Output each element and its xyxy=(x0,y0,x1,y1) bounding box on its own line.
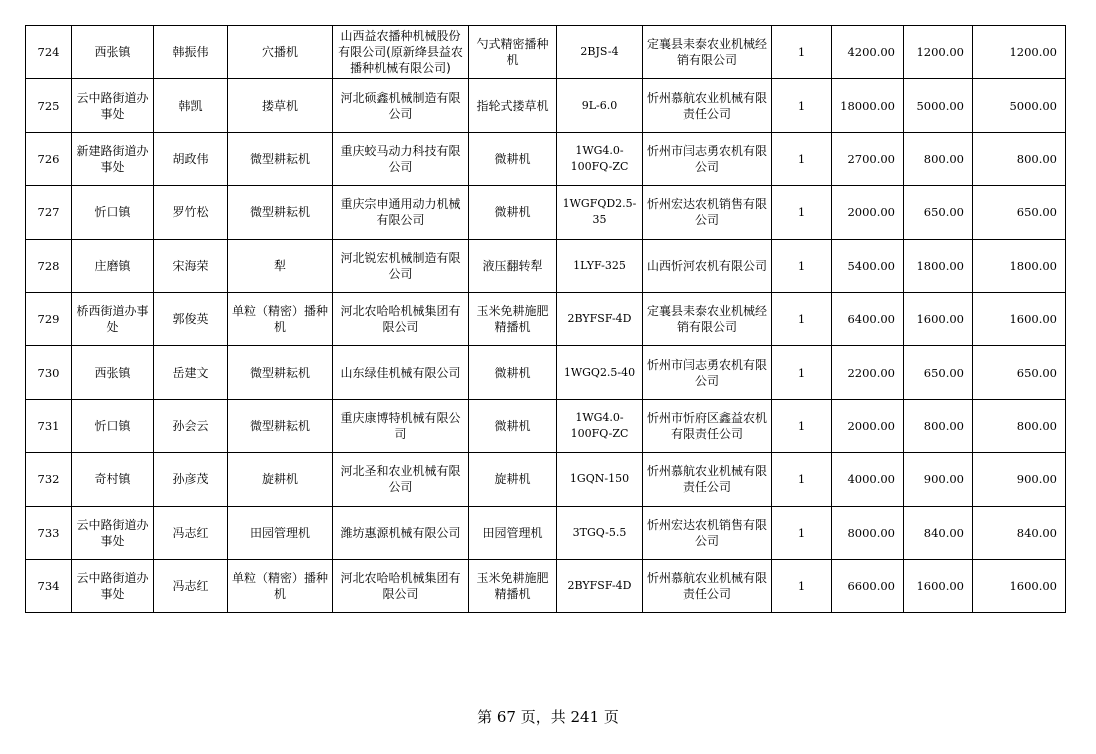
town-cell: 西张镇 xyxy=(72,26,154,79)
row-number-cell: 729 xyxy=(26,292,72,345)
row-number-cell: 727 xyxy=(26,186,72,239)
quantity-cell: 1 xyxy=(772,346,832,399)
machine-category-cell: 微型耕耘机 xyxy=(228,186,333,239)
dealer-cell: 山西忻河农机有限公司 xyxy=(643,239,772,292)
model-cell: 1GQN-150 xyxy=(557,453,643,506)
central-subsidy-cell: 800.00 xyxy=(904,399,973,452)
manufacturer-cell: 重庆康博特机械有限公司 xyxy=(333,399,469,452)
model-cell: 2BYFSF-4D xyxy=(557,292,643,345)
town-cell: 云中路街道办事处 xyxy=(72,506,154,559)
town-cell: 云中路街道办事处 xyxy=(72,79,154,132)
row-number-cell: 725 xyxy=(26,79,72,132)
sale-price-cell: 8000.00 xyxy=(832,506,904,559)
machine-category-cell: 微型耕耘机 xyxy=(228,346,333,399)
machine-category-cell: 单粒（精密）播种机 xyxy=(228,559,333,612)
central-subsidy-cell: 900.00 xyxy=(904,453,973,506)
dealer-cell: 忻州市闫志勇农机有限公司 xyxy=(643,132,772,185)
machine-category-cell: 犁 xyxy=(228,239,333,292)
table-row xyxy=(26,346,1066,399)
manufacturer-cell: 潍坊惠源机械有限公司 xyxy=(333,506,469,559)
town-cell: 云中路街道办事处 xyxy=(72,559,154,612)
central-subsidy-cell: 650.00 xyxy=(904,186,973,239)
page-footer: 第 67 页，共 241 页 xyxy=(477,708,619,726)
model-cell: 1WG4.0-100FQ-ZC xyxy=(557,132,643,185)
town-cell: 奇村镇 xyxy=(72,453,154,506)
table-row xyxy=(26,292,1066,345)
product-name-cell: 玉米免耕施肥精播机 xyxy=(469,559,557,612)
model-cell: 3TGQ-5.5 xyxy=(557,506,643,559)
total-subsidy-cell: 650.00 xyxy=(973,346,1066,399)
quantity-cell: 1 xyxy=(772,292,832,345)
row-number-cell: 734 xyxy=(26,559,72,612)
manufacturer-cell: 河北锐宏机械制造有限公司 xyxy=(333,239,469,292)
table-row xyxy=(26,506,1066,559)
farmer-name-cell: 冯志红 xyxy=(154,559,228,612)
town-cell: 桥西街道办事处 xyxy=(72,292,154,345)
dealer-cell: 忻州市闫志勇农机有限公司 xyxy=(643,346,772,399)
dealer-cell: 定襄县耒泰农业机械经销有限公司 xyxy=(643,26,772,79)
sale-price-cell: 4000.00 xyxy=(832,453,904,506)
table-row xyxy=(26,399,1066,452)
farmer-name-cell: 郭俊英 xyxy=(154,292,228,345)
model-cell: 1WGFQD2.5-35 xyxy=(557,186,643,239)
town-cell: 庄磨镇 xyxy=(72,239,154,292)
manufacturer-cell: 重庆宗申通用动力机械有限公司 xyxy=(333,186,469,239)
table-row xyxy=(26,79,1066,132)
row-number-cell: 728 xyxy=(26,239,72,292)
row-number-cell: 731 xyxy=(26,399,72,452)
machine-category-cell: 单粒（精密）播种机 xyxy=(228,292,333,345)
product-name-cell: 指轮式搂草机 xyxy=(469,79,557,132)
total-subsidy-cell: 800.00 xyxy=(973,399,1066,452)
sale-price-cell: 6600.00 xyxy=(832,559,904,612)
quantity-cell: 1 xyxy=(772,79,832,132)
farmer-name-cell: 岳建文 xyxy=(154,346,228,399)
model-cell: 1WGQ2.5-40 xyxy=(557,346,643,399)
quantity-cell: 1 xyxy=(772,399,832,452)
sale-price-cell: 18000.00 xyxy=(832,79,904,132)
dealer-cell: 忻州宏达农机销售有限公司 xyxy=(643,186,772,239)
manufacturer-cell: 河北硕鑫机械制造有限公司 xyxy=(333,79,469,132)
sale-price-cell: 2200.00 xyxy=(832,346,904,399)
farmer-name-cell: 韩凯 xyxy=(154,79,228,132)
farmer-name-cell: 韩振伟 xyxy=(154,26,228,79)
dealer-cell: 忻州慕航农业机械有限责任公司 xyxy=(643,559,772,612)
product-name-cell: 田园管理机 xyxy=(469,506,557,559)
total-subsidy-cell: 5000.00 xyxy=(973,79,1066,132)
quantity-cell: 1 xyxy=(772,186,832,239)
product-name-cell: 勺式精密播种机 xyxy=(469,26,557,79)
row-number-cell: 724 xyxy=(26,26,72,79)
farmer-name-cell: 冯志红 xyxy=(154,506,228,559)
dealer-cell: 忻州慕航农业机械有限责任公司 xyxy=(643,79,772,132)
table-row xyxy=(26,26,1066,79)
table-row xyxy=(26,453,1066,506)
model-cell: 9L-6.0 xyxy=(557,79,643,132)
total-subsidy-cell: 1600.00 xyxy=(973,292,1066,345)
table-row xyxy=(26,186,1066,239)
manufacturer-cell: 河北农哈哈机械集团有限公司 xyxy=(333,292,469,345)
manufacturer-cell: 河北圣和农业机械有限公司 xyxy=(333,453,469,506)
quantity-cell: 1 xyxy=(772,26,832,79)
machine-category-cell: 微型耕耘机 xyxy=(228,132,333,185)
product-name-cell: 液压翻转犁 xyxy=(469,239,557,292)
sale-price-cell: 6400.00 xyxy=(832,292,904,345)
machine-category-cell: 穴播机 xyxy=(228,26,333,79)
sale-price-cell: 5400.00 xyxy=(832,239,904,292)
town-cell: 忻口镇 xyxy=(72,186,154,239)
quantity-cell: 1 xyxy=(772,559,832,612)
quantity-cell: 1 xyxy=(772,239,832,292)
row-number-cell: 733 xyxy=(26,506,72,559)
sale-price-cell: 2700.00 xyxy=(832,132,904,185)
product-name-cell: 玉米免耕施肥精播机 xyxy=(469,292,557,345)
dealer-cell: 忻州宏达农机销售有限公司 xyxy=(643,506,772,559)
quantity-cell: 1 xyxy=(772,506,832,559)
total-subsidy-cell: 840.00 xyxy=(973,506,1066,559)
manufacturer-cell: 河北农哈哈机械集团有限公司 xyxy=(333,559,469,612)
table-row xyxy=(26,559,1066,612)
model-cell: 2BYFSF-4D xyxy=(557,559,643,612)
sale-price-cell: 2000.00 xyxy=(832,186,904,239)
row-number-cell: 730 xyxy=(26,346,72,399)
machine-category-cell: 搂草机 xyxy=(228,79,333,132)
farmer-name-cell: 罗竹松 xyxy=(154,186,228,239)
central-subsidy-cell: 1800.00 xyxy=(904,239,973,292)
product-name-cell: 微耕机 xyxy=(469,346,557,399)
dealer-cell: 定襄县耒泰农业机械经销有限公司 xyxy=(643,292,772,345)
quantity-cell: 1 xyxy=(772,453,832,506)
dealer-cell: 忻州慕航农业机械有限责任公司 xyxy=(643,453,772,506)
dealer-cell: 忻州市忻府区鑫益农机有限责任公司 xyxy=(643,399,772,452)
sale-price-cell: 2000.00 xyxy=(832,399,904,452)
quantity-cell: 1 xyxy=(772,132,832,185)
total-subsidy-cell: 900.00 xyxy=(973,453,1066,506)
sale-price-cell: 4200.00 xyxy=(832,26,904,79)
manufacturer-cell: 山东绿佳机械有限公司 xyxy=(333,346,469,399)
model-cell: 2BJS-4 xyxy=(557,26,643,79)
central-subsidy-cell: 1600.00 xyxy=(904,559,973,612)
town-cell: 忻口镇 xyxy=(72,399,154,452)
farmer-name-cell: 胡政伟 xyxy=(154,132,228,185)
farmer-name-cell: 宋海荣 xyxy=(154,239,228,292)
total-subsidy-cell: 1600.00 xyxy=(973,559,1066,612)
machine-category-cell: 旋耕机 xyxy=(228,453,333,506)
farmer-name-cell: 孙彦茂 xyxy=(154,453,228,506)
product-name-cell: 旋耕机 xyxy=(469,453,557,506)
total-subsidy-cell: 650.00 xyxy=(973,186,1066,239)
central-subsidy-cell: 1200.00 xyxy=(904,26,973,79)
total-subsidy-cell: 800.00 xyxy=(973,132,1066,185)
central-subsidy-cell: 800.00 xyxy=(904,132,973,185)
table-row xyxy=(26,239,1066,292)
product-name-cell: 微耕机 xyxy=(469,132,557,185)
central-subsidy-cell: 650.00 xyxy=(904,346,973,399)
table-body xyxy=(26,26,1066,613)
manufacturer-cell: 山西益农播种机械股份有限公司(原新绛县益农播种机械有限公司) xyxy=(333,26,469,79)
table-row xyxy=(26,132,1066,185)
machine-category-cell: 微型耕耘机 xyxy=(228,399,333,452)
total-subsidy-cell: 1800.00 xyxy=(973,239,1066,292)
farmer-name-cell: 孙会云 xyxy=(154,399,228,452)
town-cell: 新建路街道办事处 xyxy=(72,132,154,185)
product-name-cell: 微耕机 xyxy=(469,186,557,239)
central-subsidy-cell: 840.00 xyxy=(904,506,973,559)
central-subsidy-cell: 5000.00 xyxy=(904,79,973,132)
machine-category-cell: 田园管理机 xyxy=(228,506,333,559)
row-number-cell: 726 xyxy=(26,132,72,185)
subsidy-table xyxy=(25,25,1066,613)
model-cell: 1LYF-325 xyxy=(557,239,643,292)
total-subsidy-cell: 1200.00 xyxy=(973,26,1066,79)
manufacturer-cell: 重庆蛟马动力科技有限公司 xyxy=(333,132,469,185)
town-cell: 西张镇 xyxy=(72,346,154,399)
central-subsidy-cell: 1600.00 xyxy=(904,292,973,345)
product-name-cell: 微耕机 xyxy=(469,399,557,452)
row-number-cell: 732 xyxy=(26,453,72,506)
model-cell: 1WG4.0-100FQ-ZC xyxy=(557,399,643,452)
